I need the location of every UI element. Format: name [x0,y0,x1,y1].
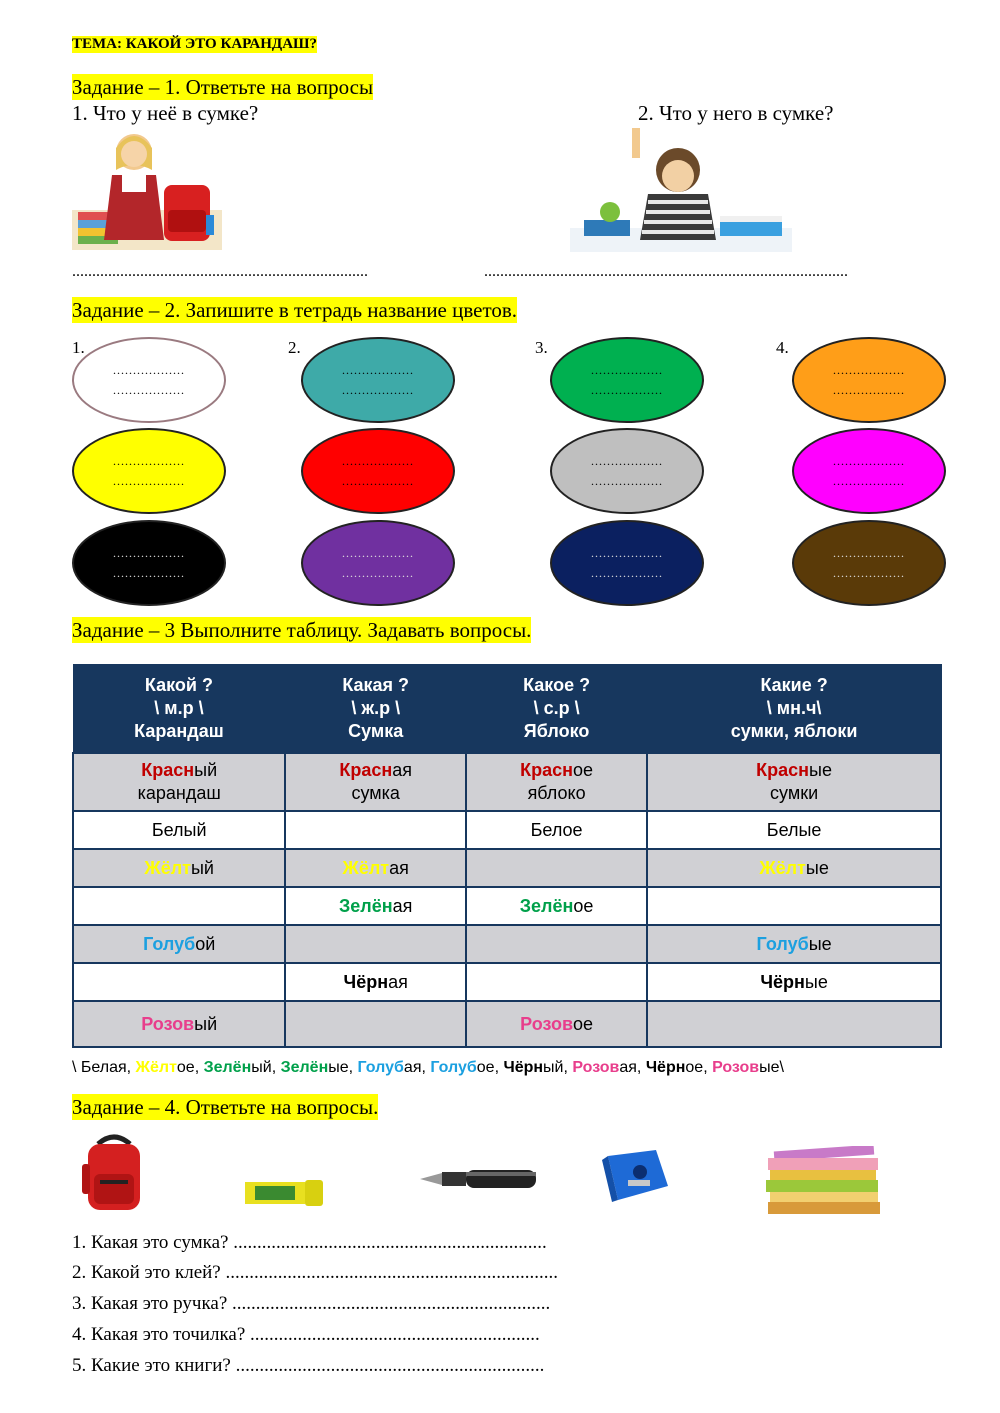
adjective-table [72,664,942,1048]
color-number-1: 1. [72,338,85,357]
task1-heading: Задание – 1. Ответьте на вопросы [72,75,374,99]
header-feminine: Какая ? \ ж.р \ Сумка [285,664,466,753]
task4-question-1: 1. Какая это сумка? .................................................................. [72,1232,547,1253]
color-oval[interactable] [550,428,704,514]
oval-blank: .................. [113,474,185,488]
table-cell: Жёлтый [73,849,285,887]
table-cell-blank[interactable] [466,963,647,1001]
color-oval[interactable] [792,520,946,606]
table-cell-blank[interactable] [73,963,285,1001]
table-cell: Белый [73,811,285,849]
table-row [73,887,941,925]
table-cell: Голубой [73,925,285,963]
header-neuter: Какое ? \ с.р \ Яблоко [466,664,647,753]
table-cell: Розовое [466,1001,647,1047]
task1-answer-line-1[interactable]: .......................................................................... [72,263,368,280]
task1-answer-line-2[interactable]: ........................................................................................... [484,263,848,280]
table-row [73,849,941,887]
table-row [73,963,941,1001]
color-number-2: 2. [288,338,301,357]
color-oval[interactable] [72,428,226,514]
oval-blank: .................. [342,383,414,397]
table-cell: Красное яблоко [466,753,647,811]
color-oval[interactable] [72,520,226,606]
table-cell-blank[interactable] [285,925,466,963]
table-cell: Жёлтые [647,849,941,887]
red-backpack-image [78,1134,150,1214]
table-cell: Красная сумка [285,753,466,811]
color-oval[interactable] [792,337,946,423]
table-cell: Зелёное [466,887,647,925]
table-cell-blank[interactable] [285,811,466,849]
table-cell: Красный карандаш [73,753,285,811]
task1-question-2: 2. Что у него в сумке? [638,101,834,125]
table-row [73,925,941,963]
boy-at-desk-image [570,128,792,252]
oval-blank: .................. [113,363,185,377]
table-cell-blank[interactable] [647,887,941,925]
oval-blank: .................. [342,474,414,488]
oval-blank: .................. [591,363,663,377]
table-cell: Чёрная [285,963,466,1001]
task1-question-1: 1. Что у неё в сумке? [72,101,259,125]
oval-blank: .................. [113,546,185,560]
oval-blank: .................. [833,566,905,580]
task4-question-3: 3. Какая это ручка? ................................................................... [72,1293,551,1314]
color-oval[interactable] [301,428,455,514]
task4-question-4: 4. Какая это точилка? ............................................................. [72,1324,540,1345]
header-masculine: Какой ? \ м.р \ Карандаш [73,664,285,753]
oval-blank: .................. [342,363,414,377]
glue-stick-image [245,1178,323,1206]
table-cell: Розовый [73,1001,285,1047]
oval-blank: .................. [591,454,663,468]
oval-blank: .................. [833,454,905,468]
table-cell: Белое [466,811,647,849]
word-bank: \ Белая, Жёлтое, Зелёный, Зелёные, Голубая, Голубое, Чёрный, Розовая, Чёрное, Розовые\ [72,1059,784,1076]
color-number-4: 4. [776,338,789,357]
task2-heading: Задание – 2. Запишите в тетрадь название цветов. [72,298,518,322]
oval-blank: .................. [833,474,905,488]
color-oval[interactable] [72,337,226,423]
table-cell-blank[interactable] [285,1001,466,1047]
oval-blank: .................. [591,546,663,560]
task4-question-5: 5. Какие это книги? ................................................................. [72,1355,545,1376]
oval-blank: .................. [833,546,905,560]
oval-blank: .................. [113,454,185,468]
task4-heading: Задание – 4. Ответьте на вопросы. [72,1095,379,1119]
color-oval[interactable] [550,337,704,423]
table-row [73,811,941,849]
oval-blank: .................. [833,383,905,397]
table-cell-blank[interactable] [73,887,285,925]
book-stack-image [760,1146,888,1214]
oval-blank: .................. [342,454,414,468]
oval-blank: .................. [833,363,905,377]
table-cell: Зелёная [285,887,466,925]
table-header-row [73,664,941,753]
table-cell: Чёрные [647,963,941,1001]
table-cell-blank[interactable] [466,925,647,963]
table-cell: Голубые [647,925,941,963]
color-number-3: 3. [535,338,548,357]
pencil-sharpener-image [600,1146,672,1204]
oval-blank: .................. [591,383,663,397]
fountain-pen-image [420,1164,540,1194]
color-oval[interactable] [550,520,704,606]
oval-blank: .................. [591,474,663,488]
oval-blank: .................. [113,383,185,397]
oval-blank: .................. [113,566,185,580]
header-plural: Какие ? \ мн.ч\ сумки, яблоки [647,664,941,753]
oval-blank: .................. [342,566,414,580]
oval-blank: .................. [342,546,414,560]
color-oval[interactable] [301,520,455,606]
task3-heading: Задание – 3 Выполните таблицу. Задавать вопросы. [72,618,532,642]
task4-question-2: 2. Какой это клей? ...................................................................... [72,1262,558,1283]
girl-with-bag-image [72,130,222,250]
table-row [73,753,941,811]
table-cell: Белые [647,811,941,849]
table-cell: Жёлтая [285,849,466,887]
oval-blank: .................. [591,566,663,580]
table-row [73,1001,941,1047]
table-cell-blank[interactable] [647,1001,941,1047]
table-cell-blank[interactable] [466,849,647,887]
table-cell: Красные сумки [647,753,941,811]
color-oval[interactable] [792,428,946,514]
color-oval[interactable] [301,337,455,423]
page-title: ТЕМА: КАКОЙ ЭТО КАРАНДАШ? [72,36,318,52]
